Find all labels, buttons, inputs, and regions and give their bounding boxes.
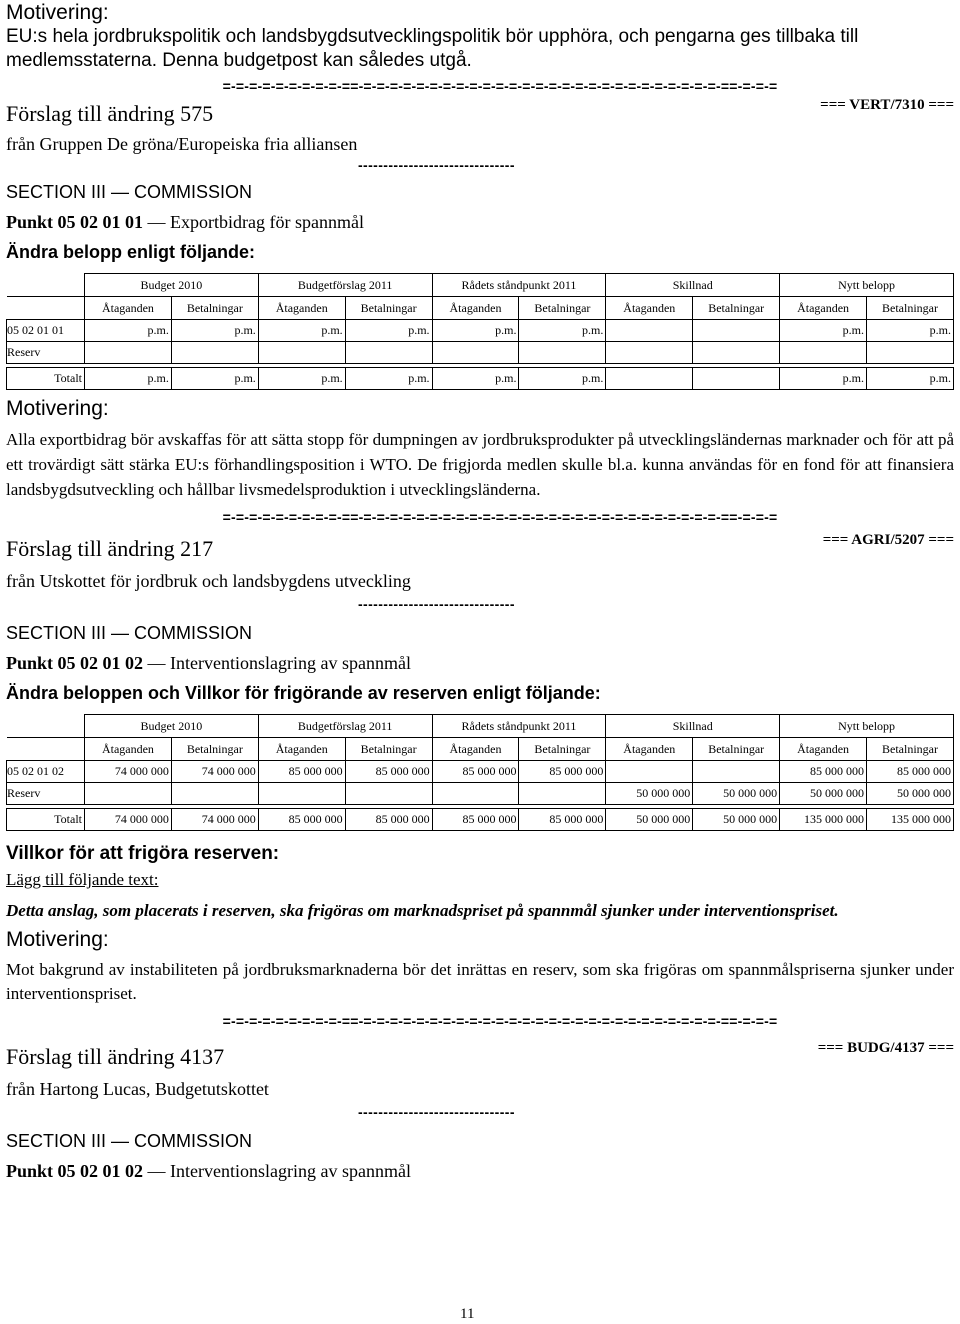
amendment-217-add-text-label: Lägg till följande text: xyxy=(6,870,159,889)
document-page xyxy=(6,0,954,1184)
table-row-label: Reserv xyxy=(7,783,85,805)
table-cell: p.m. xyxy=(780,320,867,342)
table-cell: p.m. xyxy=(85,320,172,342)
table-cell xyxy=(345,342,432,364)
table-subheader: Betalningar xyxy=(519,297,606,320)
table-header-group: Budgetförslag 2011 xyxy=(258,274,432,297)
amendment-575-point xyxy=(6,209,954,235)
amendment-217-instruction: Ändra beloppen och Villkor för frigörande av reserven enligt följande: xyxy=(6,683,601,703)
amendment-217-title: Förslag till ändring 217 xyxy=(6,536,214,561)
table-cell: 50 000 000 xyxy=(606,809,693,831)
table-subheader: Åtaganden xyxy=(432,297,519,320)
table-cell xyxy=(606,368,693,390)
table-subheader: Betalningar xyxy=(345,297,432,320)
table-cell: p.m. xyxy=(780,368,867,390)
amendment-217-point-dash: — xyxy=(147,653,166,673)
table-cell xyxy=(693,342,780,364)
table-subheader: Åtaganden xyxy=(606,297,693,320)
amendment-217-justification: Mot bakgrund av instabiliteten på jordbruksmarknaderna bör det inrättas en reserv, som ska frigöras om spannmålspriserna sjunker under interventionspriset. xyxy=(6,960,954,1003)
table-cell xyxy=(258,783,345,805)
table-cell: 74 000 000 xyxy=(85,809,172,831)
amendment-217-table xyxy=(6,714,954,831)
table-cell: p.m. xyxy=(345,368,432,390)
table-row xyxy=(7,342,954,364)
amendment-217-ref: === AGRI/5207 === xyxy=(822,532,954,548)
table-cell: p.m. xyxy=(345,320,432,342)
table-cell: 85 000 000 xyxy=(432,761,519,783)
table-cell xyxy=(258,342,345,364)
table-cell xyxy=(432,783,519,805)
amendment-217-section: SECTION III — COMMISSION xyxy=(6,623,253,643)
table-cell xyxy=(519,342,606,364)
table-cell: 85 000 000 xyxy=(519,761,606,783)
intro-heading: Motivering: xyxy=(6,1,109,24)
amendment-575-title: Förslag till ändring 575 xyxy=(6,101,214,126)
amendment-575-justification-heading: Motivering: xyxy=(6,397,109,420)
table-subheader: Betalningar xyxy=(867,738,954,761)
table-cell: 50 000 000 xyxy=(693,809,780,831)
dashes-1: ------------------------------- xyxy=(358,157,515,173)
amendment-217-point-code: Punkt 05 02 01 02 xyxy=(6,653,144,673)
amendment-217-point-name: Interventionslagring av spannmål xyxy=(170,653,411,673)
table-cell: 85 000 000 xyxy=(345,761,432,783)
table-cell: 50 000 000 xyxy=(867,783,954,805)
table-header-empty xyxy=(7,297,85,320)
amendment-575-justification: Alla exportbidrag bör avskaffas för att sätta stopp för dumpningen av jordbruksprodukter på utvecklingsländernas marknader och för att på ett trovärdigt sätt stärka EU:s förhandlingsposition i WTO. De frigjorda medlen skulle bl.a. kunna användas för en fond för att finansiera landsbygdsutveckling och hållbar livsmedelsproduktion i utvecklingsländerna. xyxy=(6,430,954,499)
table-row-label: 05 02 01 02 xyxy=(7,761,85,783)
amendment-4137-point-code: Punkt 05 02 01 02 xyxy=(6,1161,144,1181)
table-total-label: Totalt xyxy=(7,809,85,831)
amendment-575-point-code: Punkt 05 02 01 01 xyxy=(6,212,144,232)
table-cell: p.m. xyxy=(432,368,519,390)
table-row xyxy=(7,320,954,342)
table-header-empty xyxy=(7,715,85,738)
table-cell xyxy=(432,342,519,364)
table-cell: 74 000 000 xyxy=(171,809,258,831)
table-subheader: Åtaganden xyxy=(432,738,519,761)
table-header-empty xyxy=(7,274,85,297)
table-cell: 85 000 000 xyxy=(345,809,432,831)
table-cell: p.m. xyxy=(867,320,954,342)
table-row-label: 05 02 01 01 xyxy=(7,320,85,342)
table-cell: 50 000 000 xyxy=(780,783,867,805)
table-cell xyxy=(693,761,780,783)
table-subheader: Åtaganden xyxy=(85,738,172,761)
table-row-label: Reserv xyxy=(7,342,85,364)
table-subheader: Åtaganden xyxy=(606,738,693,761)
table-cell xyxy=(867,342,954,364)
amendment-217-conditions-heading: Villkor för att frigöra reserven: xyxy=(6,843,280,864)
table-header-group: Rådets ståndpunkt 2011 xyxy=(432,274,606,297)
table-total-row xyxy=(7,809,954,831)
amendment-4137-from: från Hartong Lucas, Budgetutskottet xyxy=(6,1079,269,1099)
table-cell xyxy=(345,783,432,805)
table-cell xyxy=(780,342,867,364)
amendment-575-ref: === VERT/7310 === xyxy=(820,97,954,113)
table-header-group: Budget 2010 xyxy=(85,274,259,297)
dashes-2: ------------------------------- xyxy=(358,596,515,612)
table-subheader: Åtaganden xyxy=(780,738,867,761)
table-subheader: Betalningar xyxy=(345,738,432,761)
separator-1: =-=-=-=-=-=-=-=-=-==-=-=-=-=-=-=-=-=-=-=-=-=-=-=-=-=-=-=-=-=-=-=-=-=-=-=-=-==-=-=-= xyxy=(222,78,778,94)
table-cell xyxy=(606,761,693,783)
amendment-4137-header xyxy=(6,1038,954,1070)
table-cell: p.m. xyxy=(432,320,519,342)
table-header-groups xyxy=(7,274,954,297)
amendment-4137-ref: === BUDG/4137 === xyxy=(817,1040,954,1056)
table-cell: 50 000 000 xyxy=(693,783,780,805)
amendment-575-section: SECTION III — COMMISSION xyxy=(6,182,253,202)
table-cell: 135 000 000 xyxy=(867,809,954,831)
amendment-575-point-name: Exportbidrag för spannmål xyxy=(170,212,364,232)
table-row xyxy=(7,783,954,805)
amendment-4137-point xyxy=(6,1158,954,1184)
table-cell xyxy=(85,783,172,805)
dashes-3: ------------------------------- xyxy=(358,1104,515,1120)
table-subheader: Betalningar xyxy=(171,738,258,761)
table-header-group: Rådets ståndpunkt 2011 xyxy=(432,715,606,738)
table-cell: p.m. xyxy=(171,368,258,390)
table-cell: 85 000 000 xyxy=(258,761,345,783)
table-header-group: Skillnad xyxy=(606,274,780,297)
table-cell: p.m. xyxy=(519,320,606,342)
table-subheader: Betalningar xyxy=(171,297,258,320)
table-cell xyxy=(606,320,693,342)
table-cell: 74 000 000 xyxy=(171,761,258,783)
table-cell: p.m. xyxy=(258,320,345,342)
separator-3: =-=-=-=-=-=-=-=-=-==-=-=-=-=-=-=-=-=-=-=-=-=-=-=-=-=-=-=-=-=-=-=-=-=-=-=-=-==-=-=-= xyxy=(222,1013,778,1029)
table-cell xyxy=(606,342,693,364)
amendment-4137-point-dash: — xyxy=(147,1161,166,1181)
table-cell xyxy=(693,320,780,342)
table-cell: 85 000 000 xyxy=(432,809,519,831)
table-cell: p.m. xyxy=(867,368,954,390)
separator-2: =-=-=-=-=-=-=-=-=-==-=-=-=-=-=-=-=-=-=-=-=-=-=-=-=-=-=-=-=-=-=-=-=-=-=-=-=-==-=-=-= xyxy=(222,509,778,525)
amendment-217-header xyxy=(6,530,954,562)
table-header-group: Budget 2010 xyxy=(85,715,259,738)
amendment-217-point xyxy=(6,650,954,676)
amendment-575-instruction: Ändra belopp enligt följande: xyxy=(6,242,255,262)
table-cell xyxy=(171,342,258,364)
table-row xyxy=(7,761,954,783)
table-header-groups xyxy=(7,715,954,738)
table-subheader: Åtaganden xyxy=(85,297,172,320)
amendment-4137-point-name: Interventionslagring av spannmål xyxy=(170,1161,411,1181)
amendment-575-from: från Gruppen De gröna/Europeiska fria alliansen xyxy=(6,134,358,154)
amendment-4137-title: Förslag till ändring 4137 xyxy=(6,1044,225,1069)
table-cell xyxy=(693,368,780,390)
table-cell: 74 000 000 xyxy=(85,761,172,783)
intro-text: EU:s hela jordbrukspolitik och landsbygdsutvecklingspolitik bör upphöra, och pengarna ges tillbaka till medlemsstaterna. Denna budgetpost kan således utgå. xyxy=(6,26,859,71)
amendment-575-table xyxy=(6,273,954,390)
table-cell xyxy=(519,783,606,805)
table-cell: 85 000 000 xyxy=(519,809,606,831)
table-cell xyxy=(171,783,258,805)
table-cell: p.m. xyxy=(85,368,172,390)
table-header-group: Budgetförslag 2011 xyxy=(258,715,432,738)
table-total-label: Totalt xyxy=(7,368,85,390)
table-cell: 85 000 000 xyxy=(258,809,345,831)
table-header-group: Nytt belopp xyxy=(780,715,954,738)
table-cell: p.m. xyxy=(171,320,258,342)
table-cell xyxy=(85,342,172,364)
table-cell: p.m. xyxy=(519,368,606,390)
table-cell: 85 000 000 xyxy=(780,761,867,783)
table-header-empty xyxy=(7,738,85,761)
table-subheader: Betalningar xyxy=(693,738,780,761)
amendment-217-conditions-text: Detta anslag, som placerats i reserven, ska frigöras om marknadspriset på spannmål sjunker under interventionspriset. xyxy=(6,901,839,920)
table-header-group: Nytt belopp xyxy=(780,274,954,297)
amendment-575-header xyxy=(6,95,954,127)
table-subheader: Åtaganden xyxy=(780,297,867,320)
table-cell: 85 000 000 xyxy=(867,761,954,783)
table-cell: 50 000 000 xyxy=(606,783,693,805)
amendment-217-from: från Utskottet för jordbruk och landsbygdens utveckling xyxy=(6,571,411,591)
table-header-sub xyxy=(7,297,954,320)
table-header-group: Skillnad xyxy=(606,715,780,738)
table-header-sub xyxy=(7,738,954,761)
table-subheader: Betalningar xyxy=(867,297,954,320)
amendment-575-point-dash: — xyxy=(147,212,166,232)
table-subheader: Åtaganden xyxy=(258,738,345,761)
amendment-217-justification-heading: Motivering: xyxy=(6,928,109,951)
table-cell: 135 000 000 xyxy=(780,809,867,831)
page-number: 11 xyxy=(460,1306,475,1322)
table-subheader: Åtaganden xyxy=(258,297,345,320)
table-subheader: Betalningar xyxy=(693,297,780,320)
table-cell: p.m. xyxy=(258,368,345,390)
amendment-4137-section: SECTION III — COMMISSION xyxy=(6,1131,253,1151)
table-subheader: Betalningar xyxy=(519,738,606,761)
table-total-row xyxy=(7,368,954,390)
